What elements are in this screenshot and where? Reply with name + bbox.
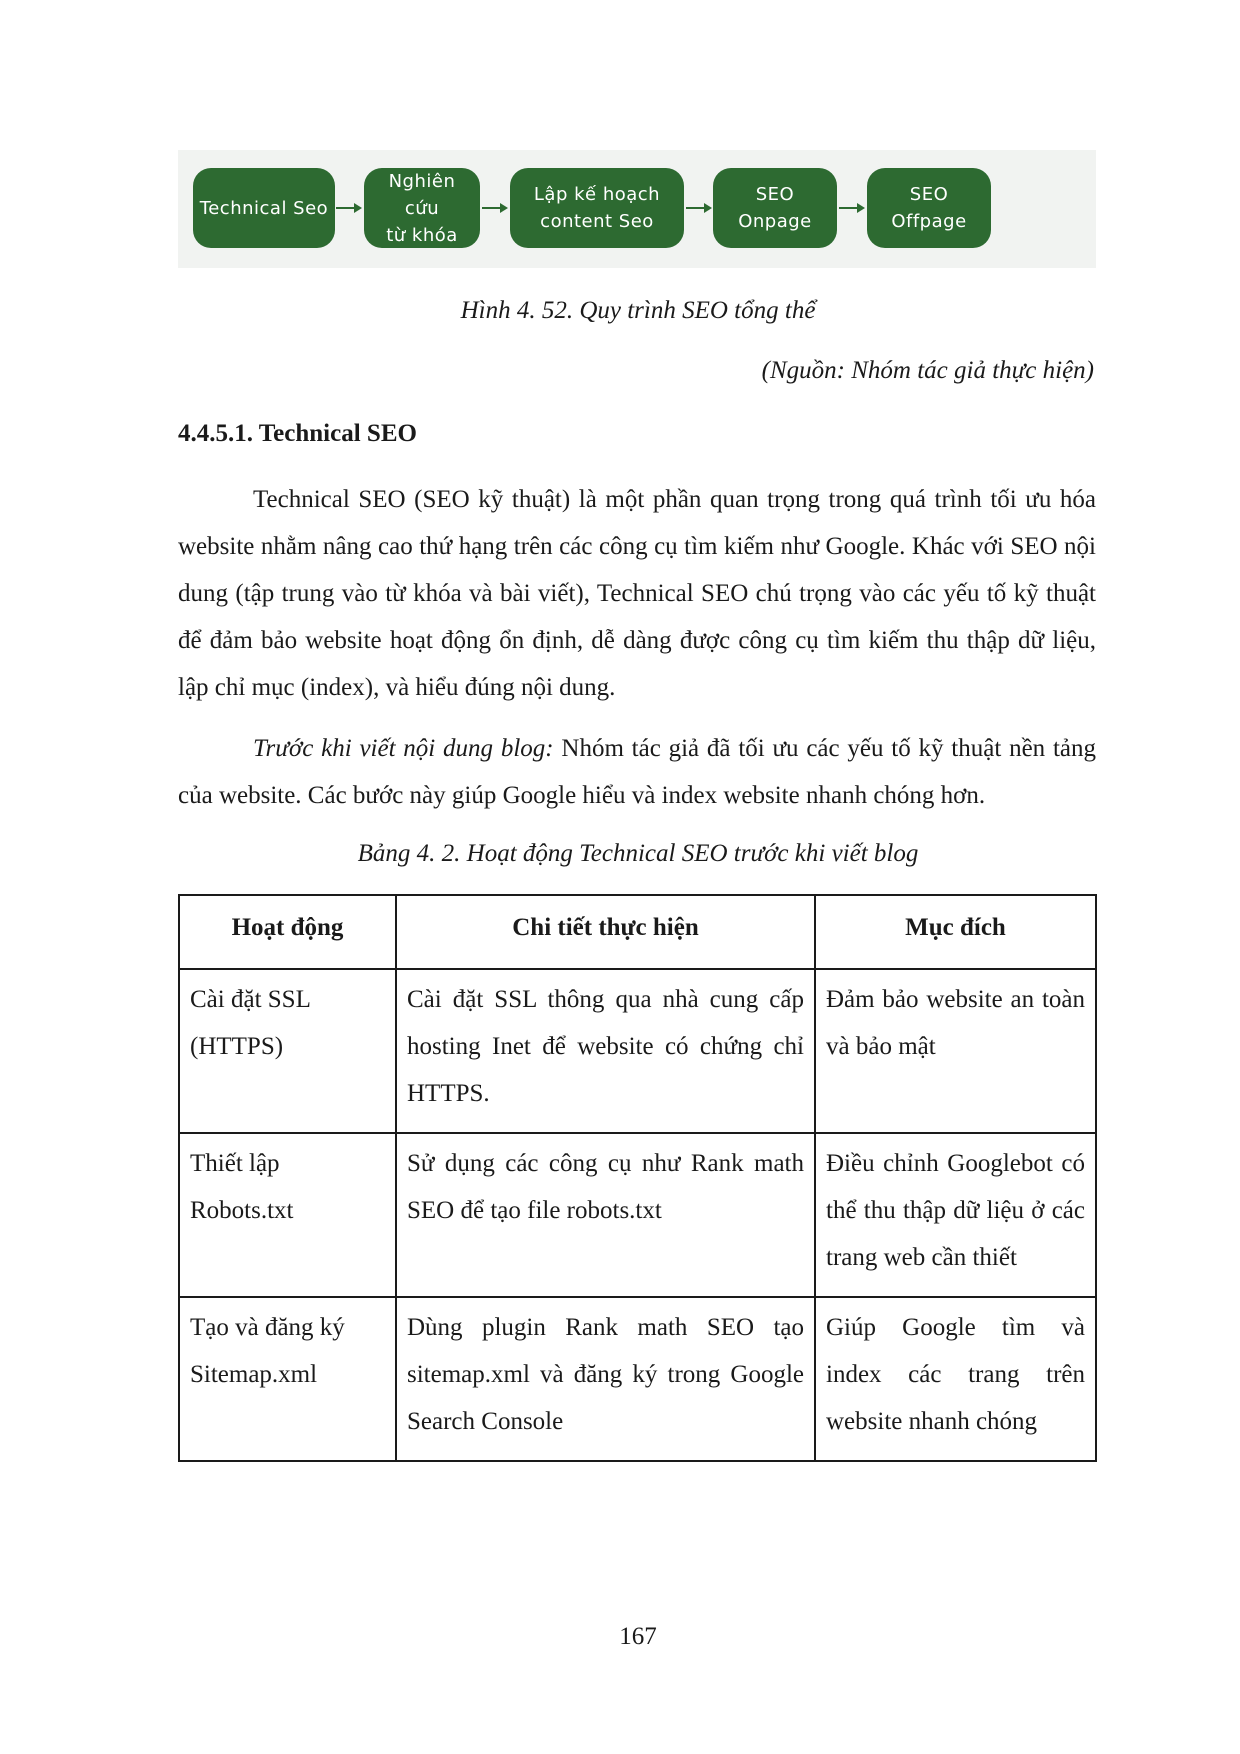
section-heading: 4.4.5.1. Technical SEO [178, 420, 417, 447]
paragraph-before-blog [178, 725, 1096, 819]
table-caption: Bảng 4. 2. Hoạt động Technical SEO trước khi viết blog [357, 840, 919, 867]
cell-details: Cài đặt SSL thông qua nhà cung cấp hosting Inet để website có chứng chỉ HTTPS. [396, 969, 815, 1133]
cell-activity: Thiết lập Robots.txt [179, 1133, 396, 1297]
arrow-icon [482, 202, 508, 214]
table-row [179, 969, 1096, 1133]
figure-caption: Hình 4. 52. Quy trình SEO tổng thể [460, 297, 816, 324]
arrow-icon [839, 202, 865, 214]
header-purpose: Mục đích [815, 895, 1096, 969]
header-activity: Hoạt động [179, 895, 396, 969]
table-row [179, 1133, 1096, 1297]
header-details: Chi tiết thực hiện [396, 895, 815, 969]
step-content-plan: Lập kế hoạch content Seo [510, 168, 684, 248]
table-header-row [179, 895, 1096, 969]
cell-purpose: Điều chỉnh Googlebot có thể thu thập dữ liệu ở các trang web cần thiết [815, 1133, 1096, 1297]
step-keyword-research: Nghiên cứu từ khóa [364, 168, 480, 248]
paragraph-body: Nhóm tác giả đã tối ưu các yếu tố kỹ thuật nền tảng của website. Các bước này giúp Google hiểu và index website nhanh chóng hơn. [178, 735, 1096, 809]
cell-details: Sử dụng các công cụ như Rank math SEO để tạo file robots.txt [396, 1133, 815, 1297]
arrow-icon [336, 202, 362, 214]
cell-activity: Cài đặt SSL (HTTPS) [179, 969, 396, 1133]
arrow-icon [686, 202, 712, 214]
step-seo-onpage: SEO Onpage [713, 168, 837, 248]
step-seo-offpage: SEO Offpage [867, 168, 991, 248]
paragraph-lead: Trước khi viết nội dung blog: [253, 735, 554, 762]
paragraph-technical-seo: Technical SEO (SEO kỹ thuật) là một phần quan trọng trong quá trình tối ưu hóa website nhằm nâng cao thứ hạng trên các công cụ tìm kiếm như Google. Khác với SEO nội dung (tập trung vào từ khóa và bài viết), Technical SEO chú trọng vào các yếu tố kỹ thuật để đảm bảo website hoạt động ổn định, dễ dàng được công cụ tìm kiếm thu thập dữ liệu, lập chỉ mục (index), và hiểu đúng nội dung. [178, 486, 1096, 701]
step-technical-seo: Technical Seo [193, 168, 335, 248]
cell-purpose: Đảm bảo website an toàn và bảo mật [815, 969, 1096, 1133]
seo-process-diagram [178, 150, 1096, 268]
cell-activity: Tạo và đăng ký Sitemap.xml [179, 1297, 396, 1461]
page-number: 167 [619, 1623, 657, 1650]
technical-seo-table [178, 894, 1097, 1462]
figure-source: (Nguồn: Nhóm tác giả thực hiện) [761, 357, 1094, 384]
table-row [179, 1297, 1096, 1461]
cell-details: Dùng plugin Rank math SEO tạo sitemap.xml và đăng ký trong Google Search Console [396, 1297, 815, 1461]
cell-purpose: Giúp Google tìm và index các trang trên website nhanh chóng [815, 1297, 1096, 1461]
